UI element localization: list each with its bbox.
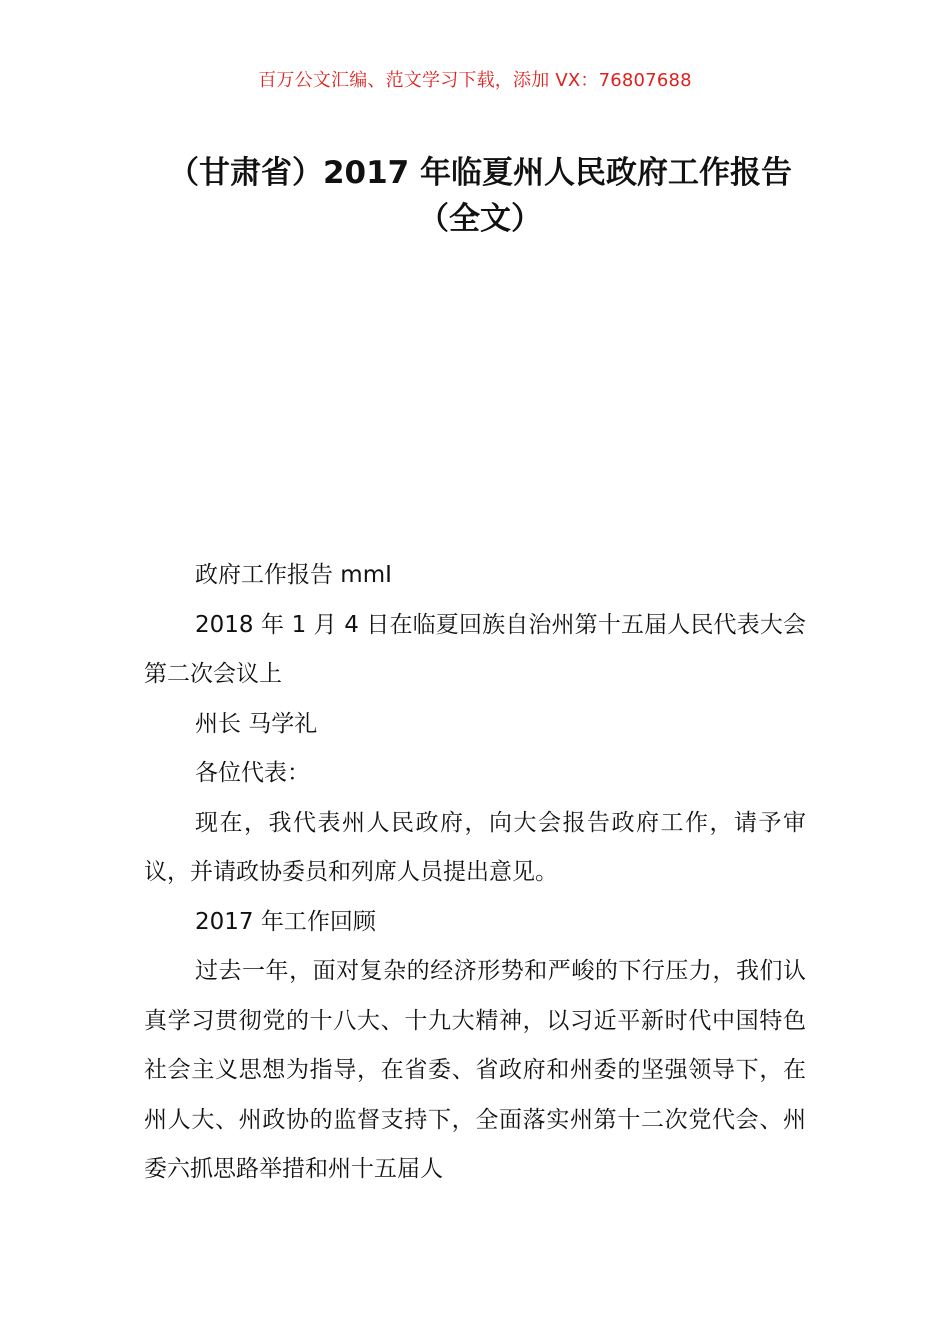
speaker-paragraph: 州长 马学礼 bbox=[195, 710, 318, 737]
document-body bbox=[144, 551, 806, 1195]
salutation-paragraph: 各位代表： bbox=[195, 760, 310, 786]
meeting-info-paragraph: 2018 年 1 月 4 日在临夏回族自治州第十五届人民代表大会第二次会议上 bbox=[144, 611, 806, 687]
report-heading-paragraph: 政府工作报告 mmI bbox=[195, 562, 392, 588]
intro-paragraph: 现在，我代表州人民政府，向大会报告政府工作，请予审议，并请政协委员和列席人员提出意见。 bbox=[144, 809, 806, 885]
watermark-text: 百万公文汇编、范文学习下载，添加 VX：76807688 bbox=[258, 70, 692, 91]
document-title: （甘肃省）2017 年临夏州人民政府工作报告（全文） bbox=[167, 155, 793, 237]
review-paragraph: 过去一年，面对复杂的经济形势和严峻的下行压力，我们认真学习贯彻党的十八大、十九大精神，以习近平新时代中国特色社会主义思想为指导，在省委、省政府和州委的坚强领导下，在州人大、州政协的监督支持下，全面落实州第十二次党代会、州委六抓思路举措和州十五届人 bbox=[144, 958, 806, 1182]
section-heading-paragraph: 2017 年工作回顾 bbox=[195, 908, 376, 935]
